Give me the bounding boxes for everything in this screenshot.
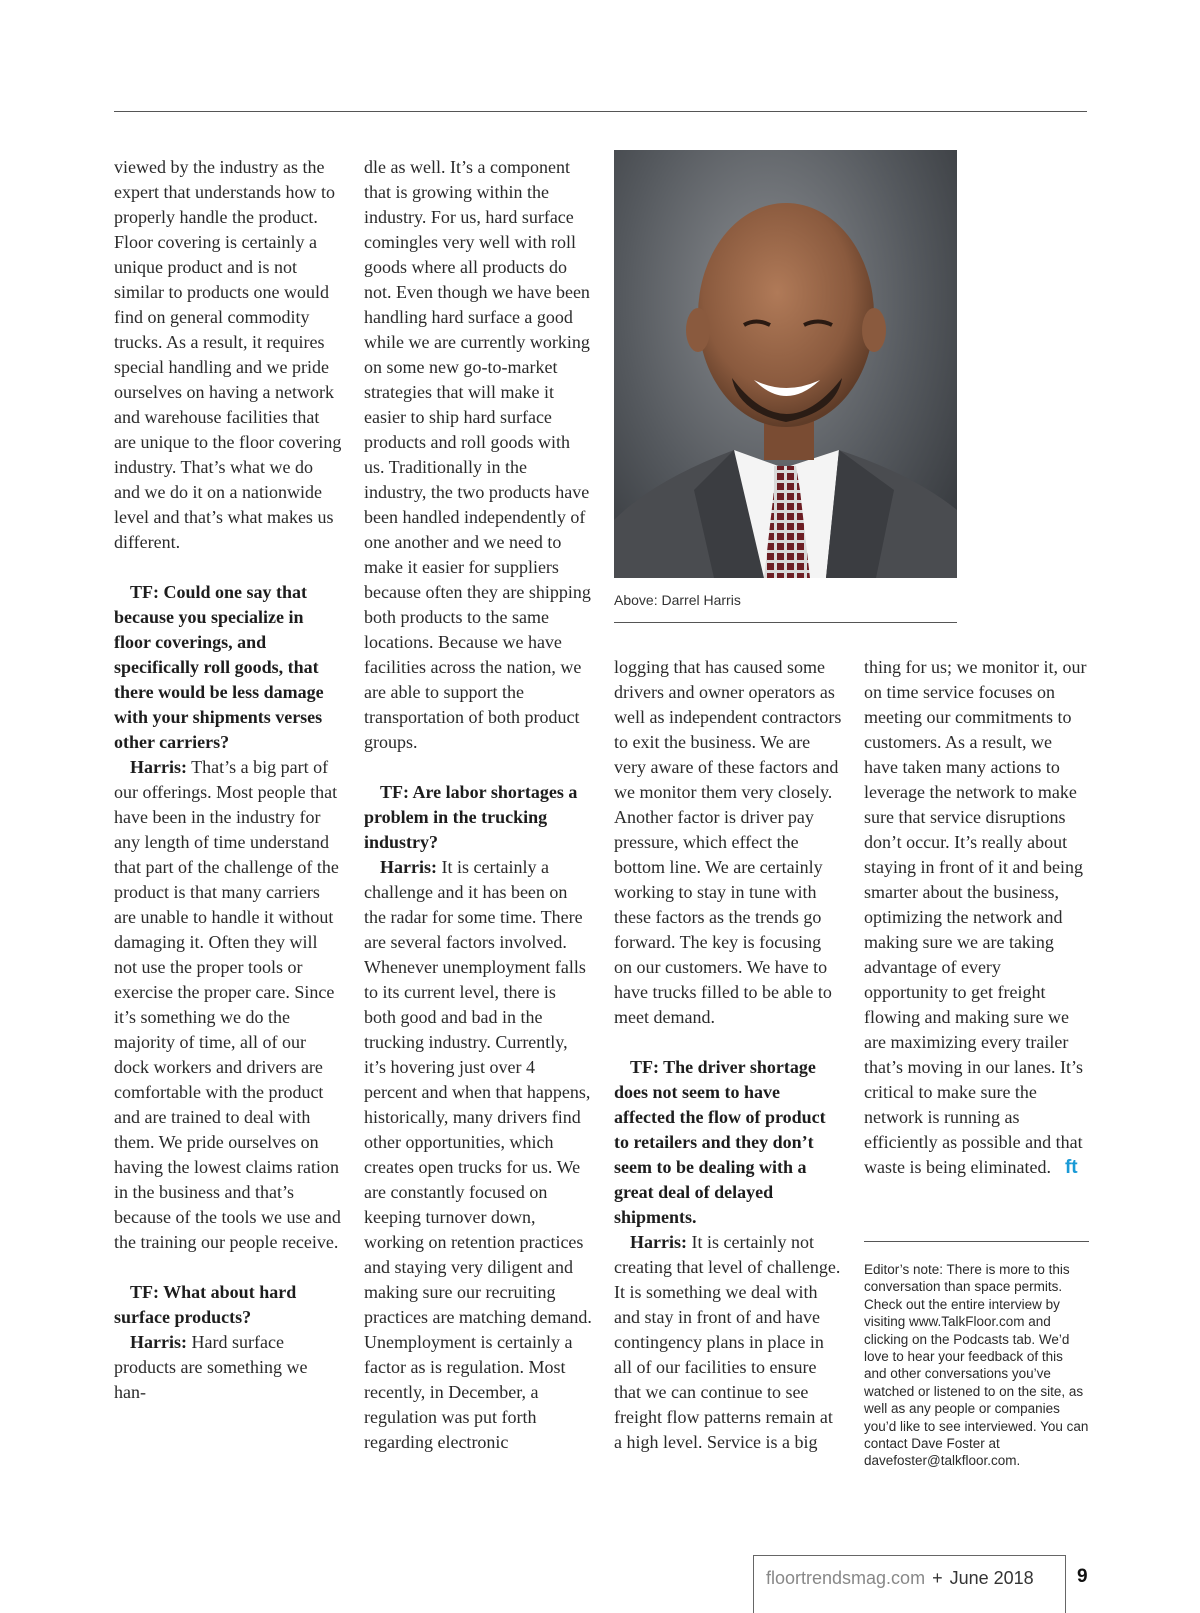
interview-question: TF: The driver shortage does not seem to have affected the flow of product to retailers and they don’t seem to be dealing with a great deal of delayed shipments. [614,1057,826,1227]
paragraph: viewed by the industry as the expert that understands how to properly handle the product. Floor covering is certainly a unique product and is not similar to products one would find on general commodity trucks. As a result, it requires special handling and we pride ourselves on having a network and warehouse facilities that are unique to the floor covering industry. That’s what we do and we do it on a nationwide level and that’s what makes us different. [114,157,342,552]
page-footer [766,1568,1034,1589]
editor-note-rule [864,1241,1089,1242]
interview-question: TF: What about hard surface products? [114,1282,297,1327]
speaker-label: Harris: [130,1332,187,1352]
paragraph: thing for us; we monitor it, our on time service focuses on meeting our commitments to customers. As a result, we have taken many actions to leverage the network to make sure that service disruptions don’t occur. It’s really about staying in front of it and being smarter about the business, optimizing the network and making sure we are taking advantage of every opportunity to get freight flowing and making sure we are maximizing every trailer that’s moving in our lanes. It’s critical to make sure the network is running as efficiently as possible and that waste is being eliminated. ft [864,657,1087,1178]
article-column-1 [114,155,342,1405]
portrait-photo [614,150,957,578]
article-column-2 [364,155,592,1455]
speaker-label: Harris: [380,857,437,877]
interview-answer: Harris: Hard surface products are something we han- [114,1332,308,1402]
footer-site-link[interactable]: floortrendsmag.com [766,1568,926,1588]
paragraph: dle as well. It’s a component that is growing within the industry. For us, hard surface comingles very well with roll goods where all products do not. Even though we have been handling hard surface a good while we are currently working on some new go-to-market strategies that will make it easier to ship hard surface products and roll goods with us. Traditionally in the industry, the two products have been handled independently of one another and we need to make it easier for suppliers because often they are shipping both products to the same locations. Because we have facilities across the nation, we are able to support the transportation of both product groups. [364,157,591,752]
header-rule [114,111,1087,112]
article-column-4 [864,655,1089,1180]
photo-caption: Above: Darrel Harris [614,592,741,608]
article-column-3 [614,655,842,1455]
caption-rule [614,622,957,623]
speaker-label: Harris: [630,1232,687,1252]
paragraph: logging that has caused some drivers and owner operators as well as independent contractors to exit the business. We are very aware of these factors and we monitor them very closely. Another factor is driver pay pressure, which effect the bottom line. We are certainly working to stay in tune with these factors as the trends go forward. The key is focusing on our customers. We have to have trucks filled to be able to meet demand. [614,657,842,1027]
footer-issue-date: June 2018 [949,1568,1034,1588]
page-number: 9 [1077,1566,1088,1587]
interview-answer: Harris: It is certainly not creating that level of challenge. It is something we deal with and stay in front of and have contingency plans in place in all of our facilities to ensure that we can continue to see freight flow patterns remain at a high level. Service is a big [614,1232,841,1452]
interview-answer: Harris: It is certainly a challenge and it has been on the radar for some time. There are several factors involved. Whenever unemployment falls to its current level, there is both good and bad in the trucking industry. Currently, it’s hovering just over 4 percent and when that happens, historically, many drivers find other opportunities, which creates open trucks for us. We are constantly focused on keeping turnover down, working on retention practices and staying very diligent and making sure our recruiting practices are matching demand. Unemployment is certainly a factor as is regulation. Most recently, in December, a regulation was put forth regarding electronic [364,857,592,1452]
speaker-label: Harris: [130,757,187,777]
editor-note: Editor’s note: There is more to this conversation than space permits. Check out the entire interview by visiting www.TalkFloor.com and clicking on the Podcasts tab. We’d love to hear your feedback of this and other conversations you’ve watched or listened to on the site, as well as any people or companies you’d like to see interviewed. You can contact Dave Foster at davefoster@talkfloor.com. [864,1262,1089,1469]
footer-separator: + [932,1568,943,1588]
interview-answer: Harris: That’s a big part of our offerings. Most people that have been in the industry for any length of time understand that part of the challenge of the product is that many carriers are unable to handle it without damaging it. Often they will not use the proper tools or exercise the proper care. Since it’s something we do the majority of time, all of our dock workers and drivers are comfortable with the product and are trained to deal with them. We pride ourselves on having the lowest claims ration in the business and that’s because of the tools we use and the training our people receive. [114,757,341,1252]
portrait-illustration [614,150,957,578]
interview-question: TF: Could one say that because you specialize in floor coverings, and specifically roll goods, that there would be less damage with your shipments verses other carriers? [114,582,324,752]
interview-question: TF: Are labor shortages a problem in the trucking industry? [364,782,578,852]
ft-logo-endmark: ft [1064,1157,1078,1178]
